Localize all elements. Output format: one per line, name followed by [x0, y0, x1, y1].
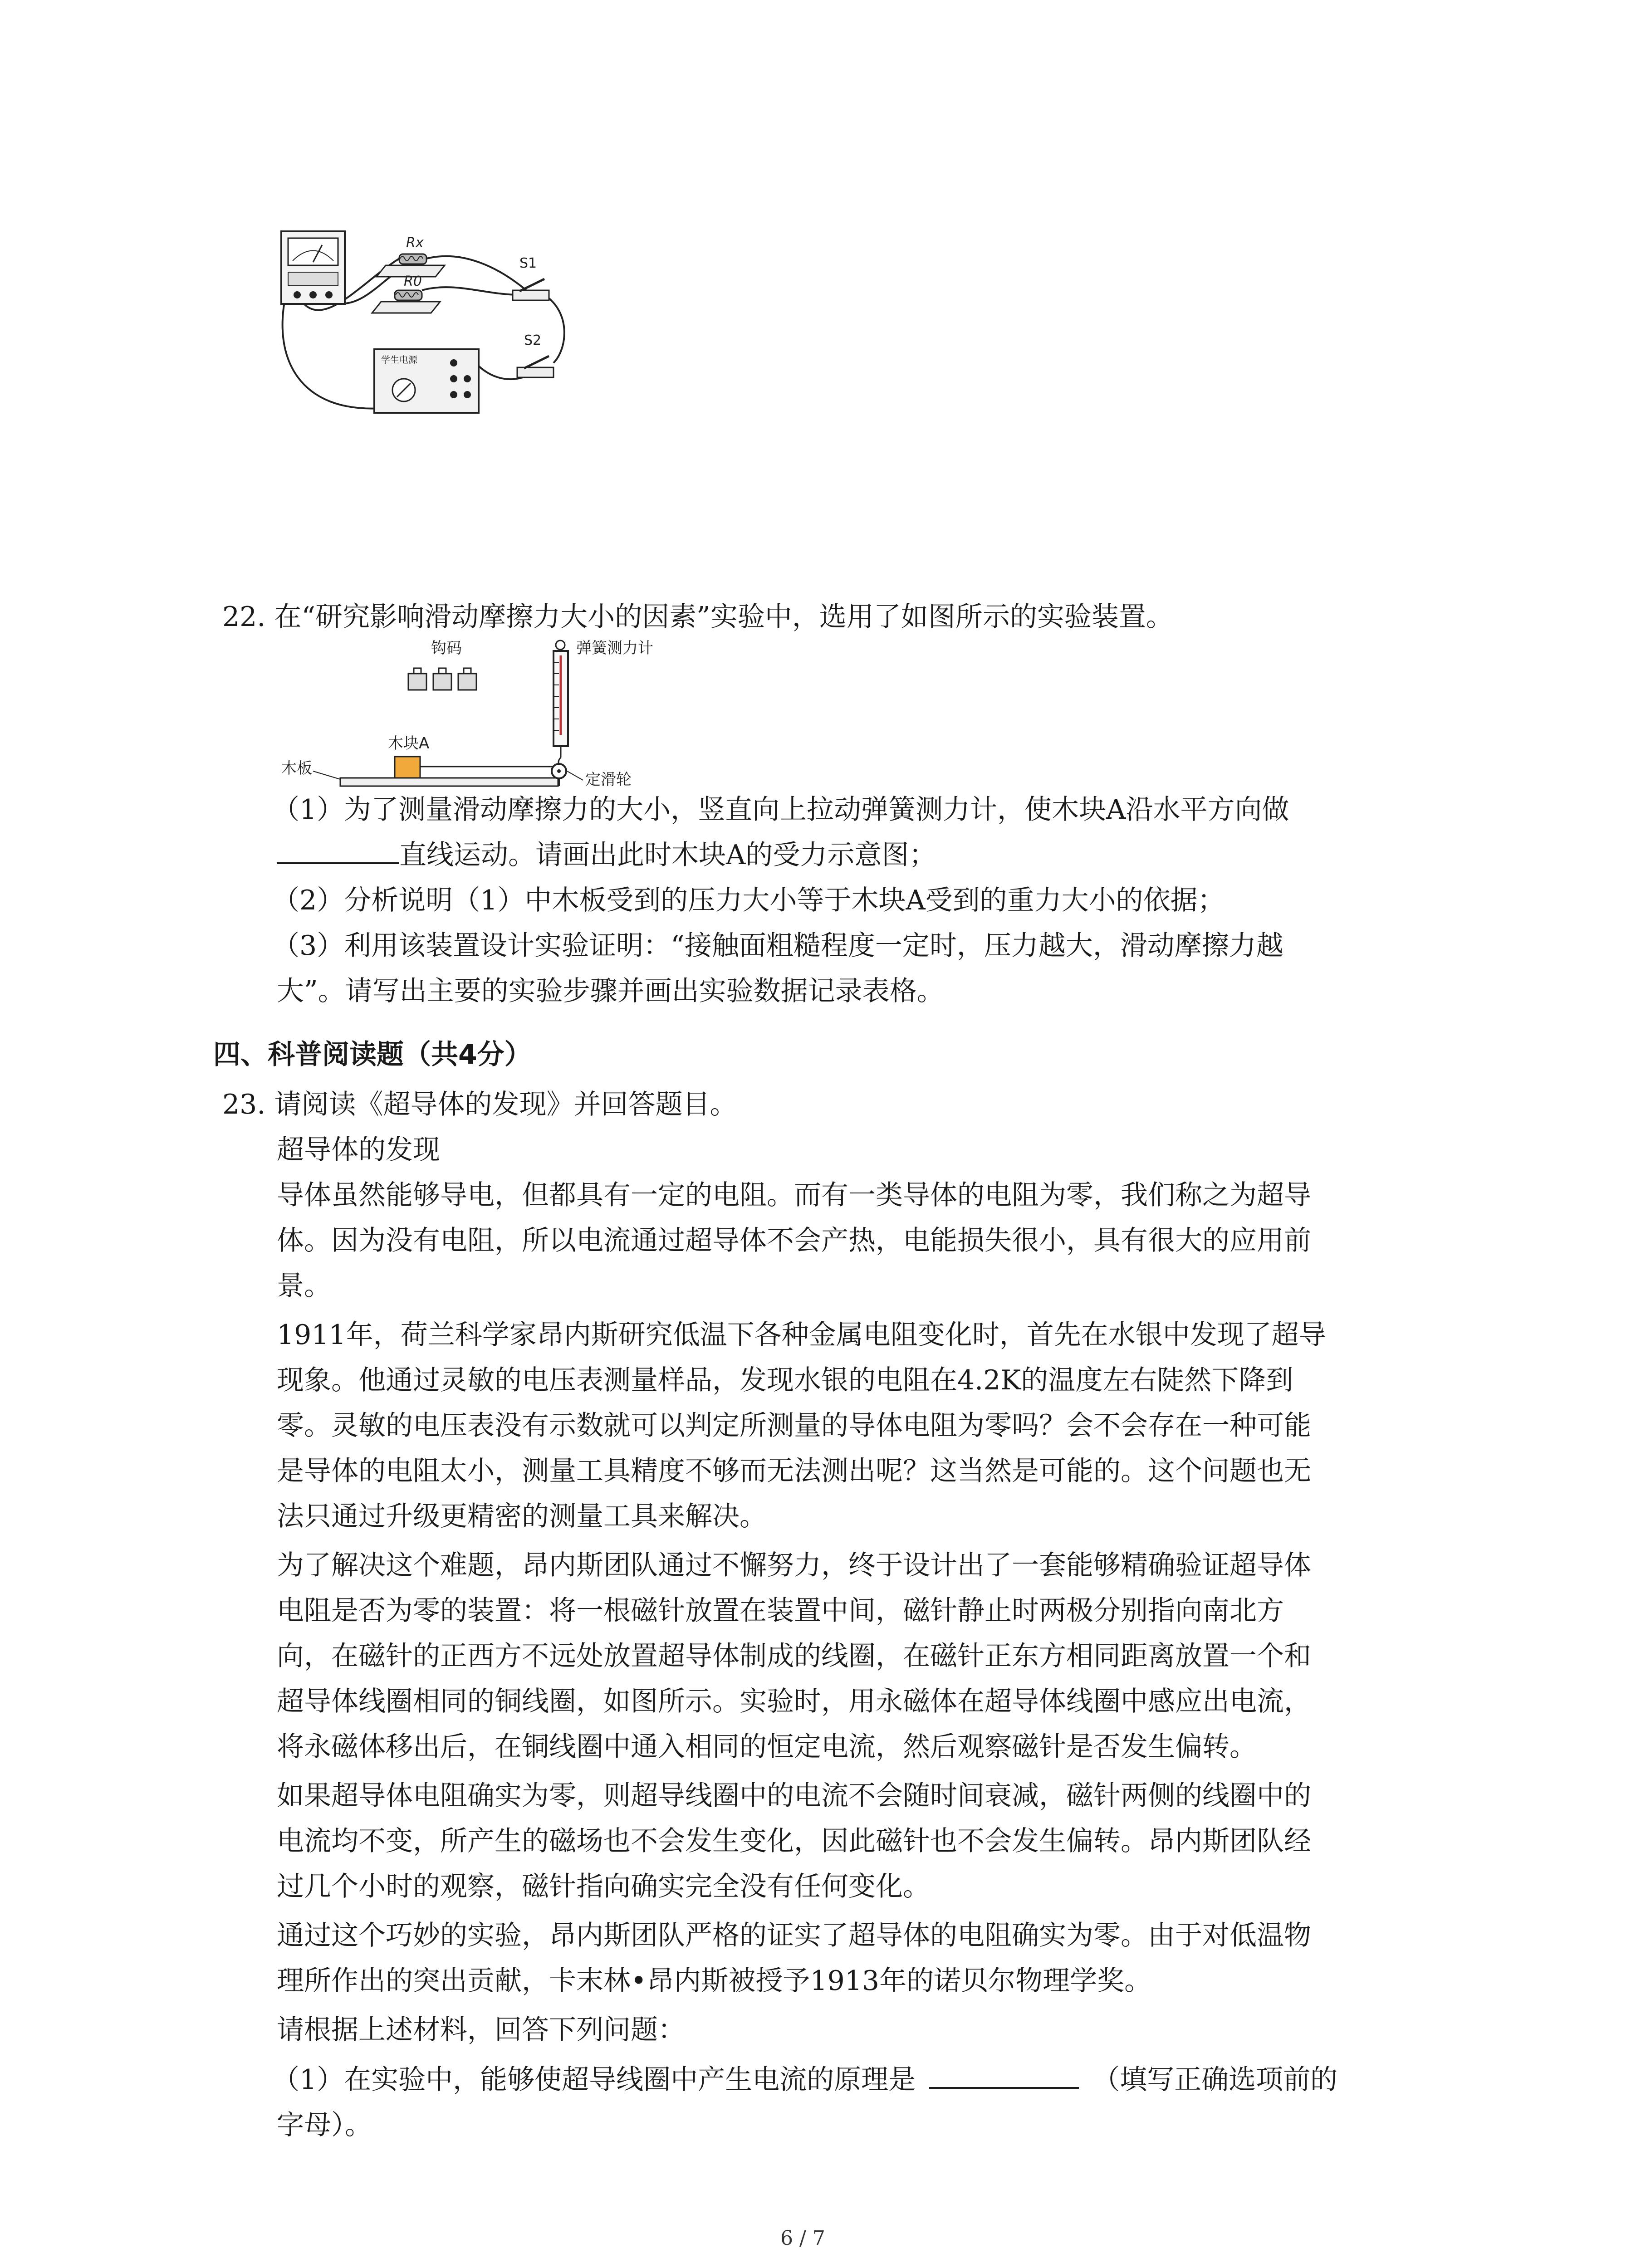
fixed-pulley [552, 764, 632, 789]
article-line: 如果超导体电阻确实为零，则超导线圈中的电流不会随时间衰减，磁针两侧的线圈中的 [277, 1780, 1311, 1812]
article-line: 是导体的电阻太小，测量工具精度不够而无法测出呢？这当然是可能的。这个问题也无 [277, 1455, 1311, 1487]
article-line: 理所作出的突出贡献，卡末林•昂内斯被授予1913年的诺贝尔物理学奖。 [277, 1965, 1152, 1997]
q23-answer-blank[interactable] [929, 2063, 1079, 2089]
article-line: 请根据上述材料，回答下列问题： [277, 2014, 685, 2046]
power-supply [374, 349, 479, 413]
q23-question1-line1 [272, 2062, 1337, 2098]
ohmmeter [281, 231, 345, 304]
article-line: 通过这个巧妙的实验，昂内斯团队严格的证实了超导体的电阻确实为零。由于对低温物 [277, 1920, 1311, 1951]
svg-text:钩码: 钩码 [431, 639, 462, 657]
q22-part3-line1: （3）利用该装置设计实验证明：“接触面粗糙程度一定时，压力越大，滑动摩擦力越 [272, 930, 1283, 962]
svg-text:定滑轮: 定滑轮 [585, 771, 632, 789]
friction-apparatus-figure [281, 635, 735, 798]
article-line: 向，在磁针的正西方不远处放置超导体制成的线圈，在磁针正东方相同距离放置一个和 [277, 1640, 1311, 1672]
label-r0: R0 [404, 274, 422, 289]
article-line: 为了解决这个难题，昂内斯团队通过不懈努力，终于设计出了一套能够精确验证超导体 [277, 1549, 1311, 1581]
article-line: 电阻是否为零的装置：将一根磁针放置在装置中间，磁针静止时两极分别指向南北方 [277, 1595, 1284, 1627]
article-line: 导体虽然能够导电，但都具有一定的电阻。而有一类导体的电阻为零，我们称之为超导 [277, 1179, 1311, 1211]
label-s2: S2 [524, 332, 542, 348]
svg-text:木块A: 木块A [388, 734, 430, 753]
article-line: 零。灵敏的电压表没有示数就可以判定所测量的导体电阻为零吗？会不会存在一种可能 [277, 1410, 1311, 1442]
q22-part3-line2: 大”。请写出主要的实验步骤并画出实验数据记录表格。 [277, 975, 944, 1007]
page-number: 6 / 7 [780, 2227, 825, 2250]
svg-text:木板: 木板 [281, 759, 312, 777]
q22-part1-line2-text: 直线运动。请画出此时木块A的受力示意图； [399, 839, 936, 871]
q22-part2: （2）分析说明（1）中木板受到的压力大小等于木块A受到的重力大小的依据； [272, 885, 1225, 916]
weights [408, 639, 476, 690]
article-line: 过几个小时的观察，磁针指向确实完全没有任何变化。 [277, 1871, 930, 1902]
q22-stem: 22. 在“研究影响滑动摩擦力大小的因素”实验中，选用了如图所示的实验装置。 [222, 601, 1173, 633]
switch-s1 [513, 255, 549, 300]
article-line: 电流均不变，所产生的磁场也不会发生变化，因此磁针也不会发生偏转。昂内斯团队经 [277, 1825, 1311, 1857]
article-line: 景。 [277, 1270, 331, 1302]
article-line: 超导体线圈相同的铜线圈，如图所示。实验时，用永磁体在超导体线圈中感应出电流， [277, 1686, 1311, 1717]
spring-scale [554, 639, 653, 767]
section-title: 四、科普阅读题（共4分） [213, 1039, 532, 1070]
label-power: 学生电源 [381, 354, 417, 365]
article-line: 法只通过升级更精密的测量工具来解决。 [277, 1501, 767, 1532]
resistor-rx [377, 235, 445, 277]
switch-s2 [517, 332, 554, 377]
q22-part1-line2 [277, 837, 936, 873]
article-line: 1911年，荷兰科学家昂内斯研究低温下各种金属电阻变化时，首先在水银中发现了超导 [277, 1319, 1326, 1351]
resistor-r0 [372, 274, 440, 313]
q23-article-title: 超导体的发现 [277, 1134, 440, 1166]
q23-question1-hint: （填写正确选项前的 [1092, 2064, 1338, 2096]
q22-part1-line1: （1）为了测量滑动摩擦力的大小，竖直向上拉动弹簧测力计，使木块A沿水平方向做 [272, 794, 1289, 826]
label-rx: Rx [406, 235, 424, 251]
article-line: 体。因为没有电阻，所以电流通过超导体不会产热，电能损失很小，具有很大的应用前 [277, 1225, 1311, 1256]
svg-text:弹簧测力计: 弹簧测力计 [576, 639, 653, 657]
article-line: 现象。他通过灵敏的电压表测量样品，发现水银的电阻在4.2K的温度左右陡然下降到 [277, 1364, 1293, 1396]
block-a [388, 734, 429, 778]
q22-answer-blank[interactable] [277, 839, 399, 864]
article-line: 将永磁体移出后，在铜线圈中通入相同的恒定电流，然后观察磁针是否发生偏转。 [277, 1731, 1257, 1763]
q23-stem: 23. 请阅读《超导体的发现》并回答题目。 [222, 1089, 737, 1120]
label-s1: S1 [519, 255, 537, 271]
circuit-figure [272, 213, 590, 431]
q23-question1-line2: 字母）。 [277, 2109, 372, 2141]
q23-question1-text: （1）在实验中，能够使超导线圈中产生电流的原理是 [272, 2064, 916, 2096]
